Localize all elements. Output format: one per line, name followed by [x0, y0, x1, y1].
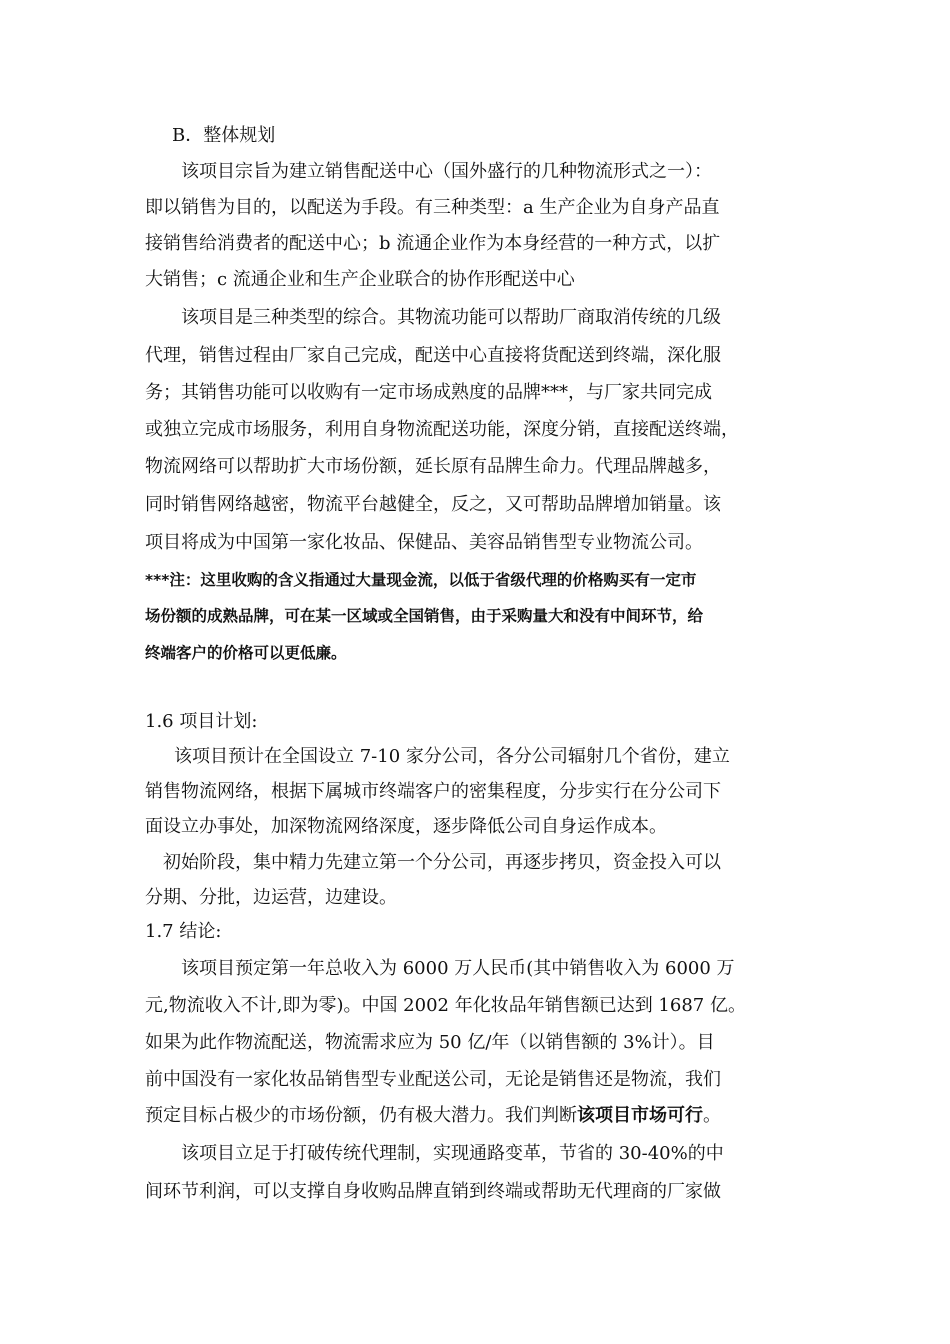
paragraph-line	[145, 1104, 721, 1128]
paragraph-line: 分期、分批，边运营，边建设。	[145, 887, 397, 908]
section-b-heading: B．整体规划	[172, 125, 276, 146]
paragraph-line: 项目将成为中国第一家化妆品、保健品、美容品销售型专业物流公司。	[145, 532, 703, 553]
paragraph-line: 初始阶段，集中精力先建立第一个分公司，再逐步拷贝，资金投入可以	[163, 852, 721, 873]
paragraph-line: 面设立办事处，加深物流网络深度，逐步降低公司自身运作成本。	[145, 816, 667, 837]
paragraph-line: 该项目立足于打破传统代理制，实现通路变革，节省的 30-40%的中	[181, 1143, 724, 1164]
paragraph-line: 该项目预定第一年总收入为 6000 万人民币(其中销售收入为 6000 万	[181, 958, 735, 979]
footnote-line: 终端客户的价格可以更低廉。	[145, 644, 347, 662]
conclusion-emphasis: 该项目市场可行	[577, 1105, 703, 1126]
paragraph-line: 如果为此作物流配送，物流需求应为 50 亿/年（以销售额的 3%计）。目	[145, 1032, 715, 1053]
paragraph-line: 物流网络可以帮助扩大市场份额，延长原有品牌生命力。代理品牌越多，	[145, 456, 721, 477]
footnote-line: ***注：这里收购的含义指通过大量现金流，以低于省级代理的价格购买有一定市	[145, 571, 697, 589]
conclusion-period: 。	[703, 1105, 721, 1126]
paragraph-line: 元,物流收入不计,即为零)。中国 2002 年化妆品年销售额已达到 1687 亿。	[145, 995, 746, 1016]
paragraph-line: 销售物流网络，根据下属城市终端客户的密集程度，分步实行在分公司下	[145, 781, 721, 802]
paragraph-line: 或独立完成市场服务，利用自身物流配送功能，深度分销，直接配送终端，	[145, 419, 739, 440]
paragraph-line: 务；其销售功能可以收购有一定市场成熟度的品牌***，与厂家共同完成	[145, 382, 712, 403]
paragraph-line: 即以销售为目的，以配送为手段。有三种类型：a 生产企业为自身产品直	[145, 197, 720, 218]
paragraph-line: 大销售；c 流通企业和生产企业联合的协作形配送中心	[145, 269, 575, 290]
conclusion-text: 预定目标占极少的市场份额，仍有极大潜力。我们判断	[145, 1105, 577, 1126]
paragraph-line: 该项目是三种类型的综合。其物流功能可以帮助厂商取消传统的几级	[181, 307, 721, 328]
paragraph-line: 间环节利润，可以支撑自身收购品牌直销到终端或帮助无代理商的厂家做	[145, 1181, 721, 1202]
paragraph-line: 该项目宗旨为建立销售配送中心（国外盛行的几种物流形式之一）：	[181, 161, 712, 182]
paragraph-line: 接销售给消费者的配送中心；b 流通企业作为本身经营的一种方式，以扩	[145, 233, 721, 254]
footnote-line: 场份额的成熟品牌，可在某一区域或全国销售，由于采购量大和没有中间环节，给	[145, 607, 704, 625]
section-16-heading: 1.6 项目计划:	[145, 711, 258, 732]
paragraph-line: 代理，销售过程由厂家自己完成，配送中心直接将货配送到终端，深化服	[145, 345, 721, 366]
section-17-heading: 1.7 结论:	[145, 921, 222, 942]
paragraph-line: 前中国没有一家化妆品销售型专业配送公司，无论是销售还是物流，我们	[145, 1069, 721, 1090]
paragraph-line: 该项目预计在全国设立 7-10 家分公司，各分公司辐射几个省份，建立	[174, 746, 730, 767]
paragraph-line: 同时销售网络越密，物流平台越健全，反之，又可帮助品牌增加销量。该	[145, 494, 721, 515]
